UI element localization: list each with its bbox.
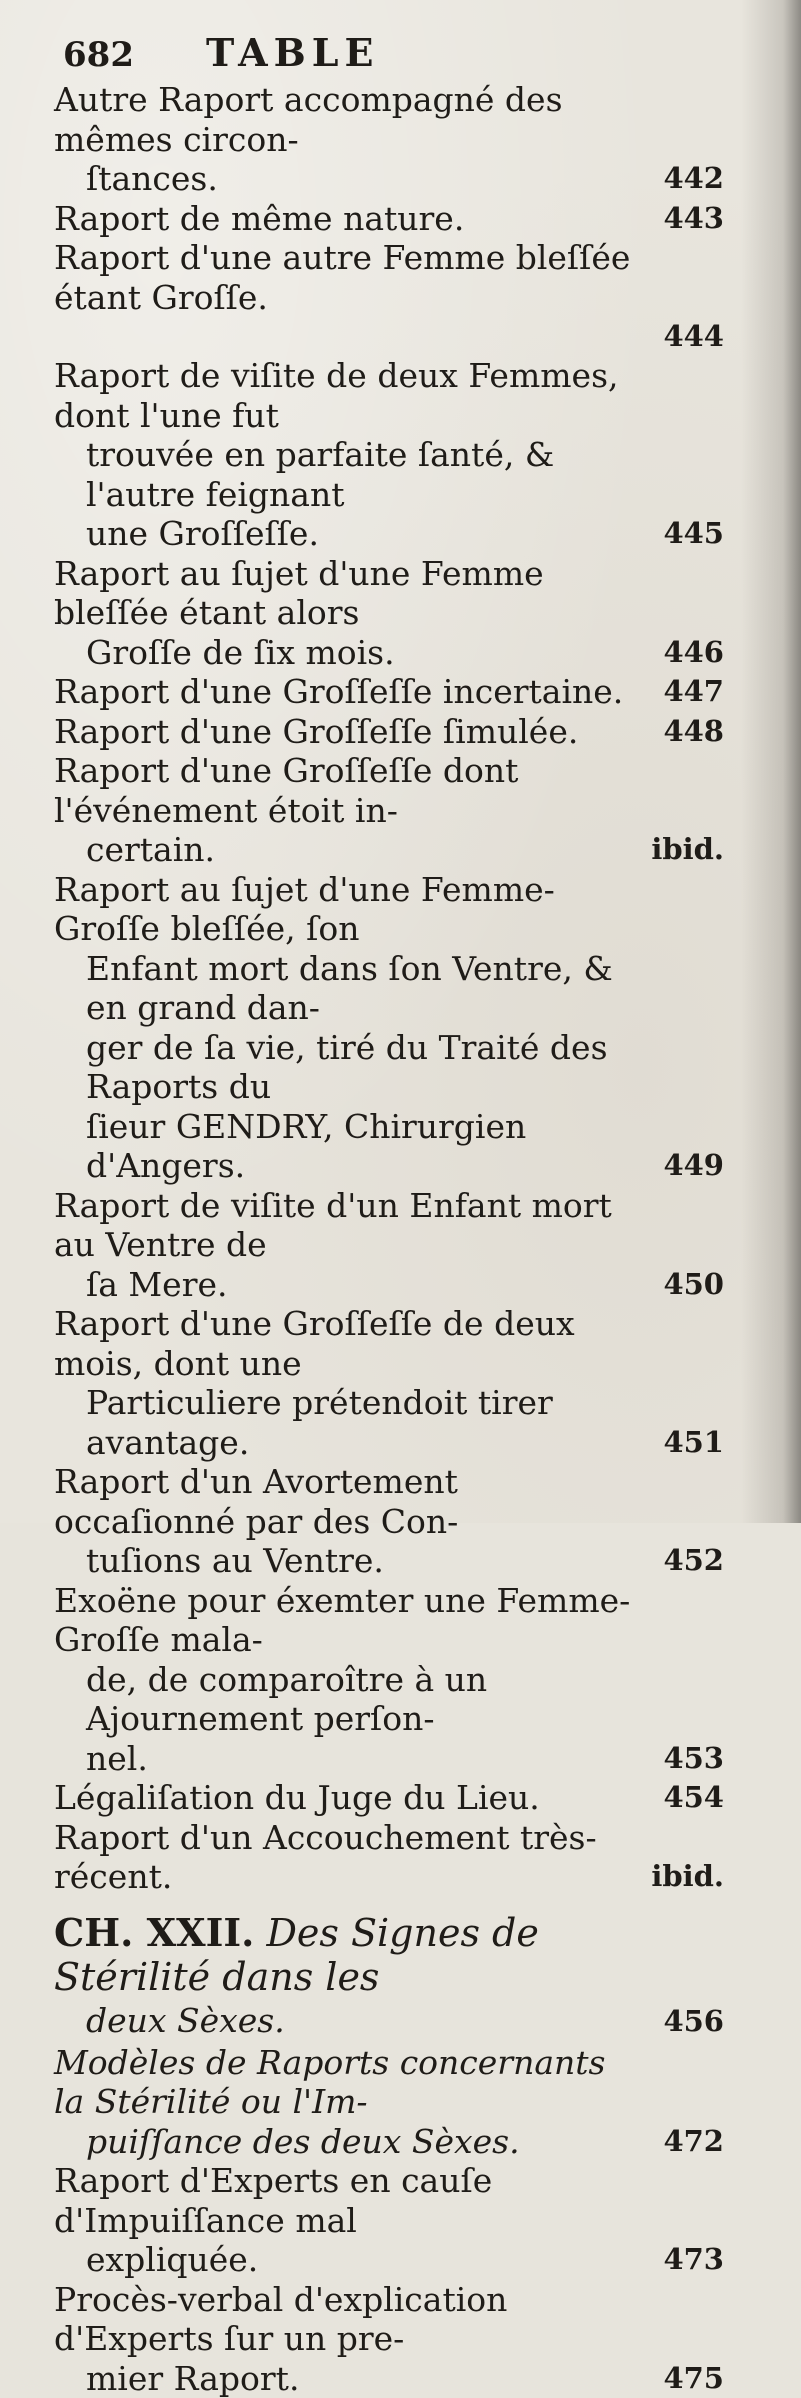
entry-page-number: ibid. — [651, 1857, 724, 1897]
entry-page-number: 473 — [663, 2240, 724, 2280]
toc-entry — [54, 751, 724, 870]
entry-text: certain. — [54, 830, 642, 870]
entry-text: ger de ſa vie, tiré du Traité des Raports du — [54, 1028, 642, 1107]
entry-text: de, de comparoître à un Ajournement perſon- — [54, 1660, 642, 1739]
page-header — [63, 30, 379, 80]
entry-text: puiſſance des deux Sèxes. — [54, 2122, 642, 2162]
entry-text: ſieur GENDRY, Chirurgien d'Angers. — [54, 1107, 642, 1186]
entry-text: Groſſe de ſix mois. — [54, 633, 642, 673]
entry-text: Raport d'une Groſſeſſe incertaine. — [54, 672, 642, 712]
toc-entry — [54, 672, 724, 712]
entry-text: mier Raport. — [54, 2359, 642, 2398]
toc-entry — [54, 238, 724, 356]
entry-page-number: 446 — [663, 633, 724, 673]
page-edge-shadow — [741, 0, 801, 1523]
toc-entry — [54, 870, 724, 1186]
entry-page-number: 453 — [663, 1739, 724, 1779]
toc-entry — [54, 2280, 724, 2398]
entry-text: Raport d'une Groſſeſſe ſimulée. — [54, 712, 642, 752]
entry-page-number: 475 — [663, 2359, 724, 2398]
entry-text: Raport d'une autre Femme bleſſée étant Groſſe. — [54, 238, 642, 317]
entry-page-number: 445 — [663, 514, 724, 554]
entry-page-number: 449 — [663, 1146, 724, 1186]
page-number: 682 — [63, 35, 134, 75]
entry-text: tuſions au Ventre. — [54, 1541, 642, 1581]
entry-text: Raport d'une Groſſeſſe dont l'événement étoit in- — [54, 751, 642, 830]
entry-text: Raport d'un Avortement occaſionné par des Con- — [54, 1462, 642, 1541]
entry-text: Procès-verbal d'explication d'Experts ſur un pre- — [54, 2280, 642, 2359]
toc-entry — [54, 712, 724, 752]
toc-entry — [54, 1778, 724, 1818]
entry-text: trouvée en parfaite ſanté, & l'autre feignant — [54, 435, 642, 514]
entry-text: Autre Raport accompagné des mêmes circon- — [54, 80, 642, 159]
chapter-heading — [54, 1911, 724, 2043]
toc-entry — [54, 1462, 724, 1581]
toc-entry — [54, 1581, 724, 1779]
entry-page-number: ibid. — [651, 830, 724, 870]
table-of-contents — [54, 80, 724, 2398]
entry-text: une Groſſeſſe. — [54, 514, 642, 554]
entry-text: Raport de viſite de deux Femmes, dont l'une fut — [54, 356, 642, 435]
entry-text: Modèles de Raports concernants la Stérilité ou l'Im- — [54, 2043, 642, 2122]
toc-entry — [54, 356, 724, 554]
entry-text: Particuliere prétendoit tirer avantage. — [54, 1383, 642, 1462]
entry-text: Légaliſation du Juge du Lieu. — [54, 1778, 642, 1818]
entry-text: expliquée. — [54, 2240, 642, 2280]
entry-text: ſtances. — [54, 159, 642, 199]
chapter-title-continued: deux Sèxes. — [54, 1999, 642, 2043]
toc-entry — [54, 554, 724, 673]
toc-entry — [54, 1304, 724, 1462]
chapter-page-number: 456 — [663, 1999, 724, 2043]
entry-page-number: 454 — [663, 1778, 724, 1818]
toc-entry — [54, 80, 724, 199]
entry-page-number: 450 — [663, 1265, 724, 1305]
chapter-title: Des Signes de Stérilité dans les — [54, 1911, 539, 1999]
running-title: TABLE — [206, 30, 379, 75]
toc-entry — [54, 1186, 724, 1305]
entry-text: Raport d'un Accouchement très-récent. — [54, 1818, 642, 1897]
entry-page-number: 448 — [663, 712, 724, 752]
toc-entry — [54, 2161, 724, 2280]
toc-entry — [54, 2043, 724, 2162]
entry-text: Raport de même nature. — [54, 199, 642, 239]
entry-text: Enfant mort dans ſon Ventre, & en grand dan- — [54, 949, 642, 1028]
entry-text: Raport de viſite d'un Enfant mort au Ventre de — [54, 1186, 642, 1265]
entry-text: Raport au ſujet d'une Femme-Groſſe bleſſée, ſon — [54, 870, 642, 949]
chapter-number: CH. XXII. — [54, 1910, 254, 1955]
entry-text: Raport au ſujet d'une Femme bleſſée étant alors — [54, 554, 642, 633]
entry-text: nel. — [54, 1739, 642, 1779]
entry-page-number: 452 — [663, 1541, 724, 1581]
entry-page-number: 451 — [663, 1423, 724, 1463]
entry-text: Raport d'une Groſſeſſe de deux mois, dont une — [54, 1304, 642, 1383]
entry-text: Raport d'Experts en cauſe d'Impuiſſance mal — [54, 2161, 642, 2240]
entry-text: Exoëne pour éxemter une Femme-Groſſe mala- — [54, 1581, 642, 1660]
entry-spacer — [54, 317, 642, 356]
toc-entry — [54, 1818, 724, 1897]
entry-page-number: 443 — [663, 199, 724, 239]
entry-page-number: 444 — [663, 317, 724, 357]
entry-text: ſa Mere. — [54, 1265, 642, 1305]
entry-page-number: 447 — [663, 672, 724, 712]
entry-page-number: 472 — [663, 2122, 724, 2162]
toc-entry — [54, 199, 724, 239]
entry-page-number: 442 — [663, 159, 724, 199]
